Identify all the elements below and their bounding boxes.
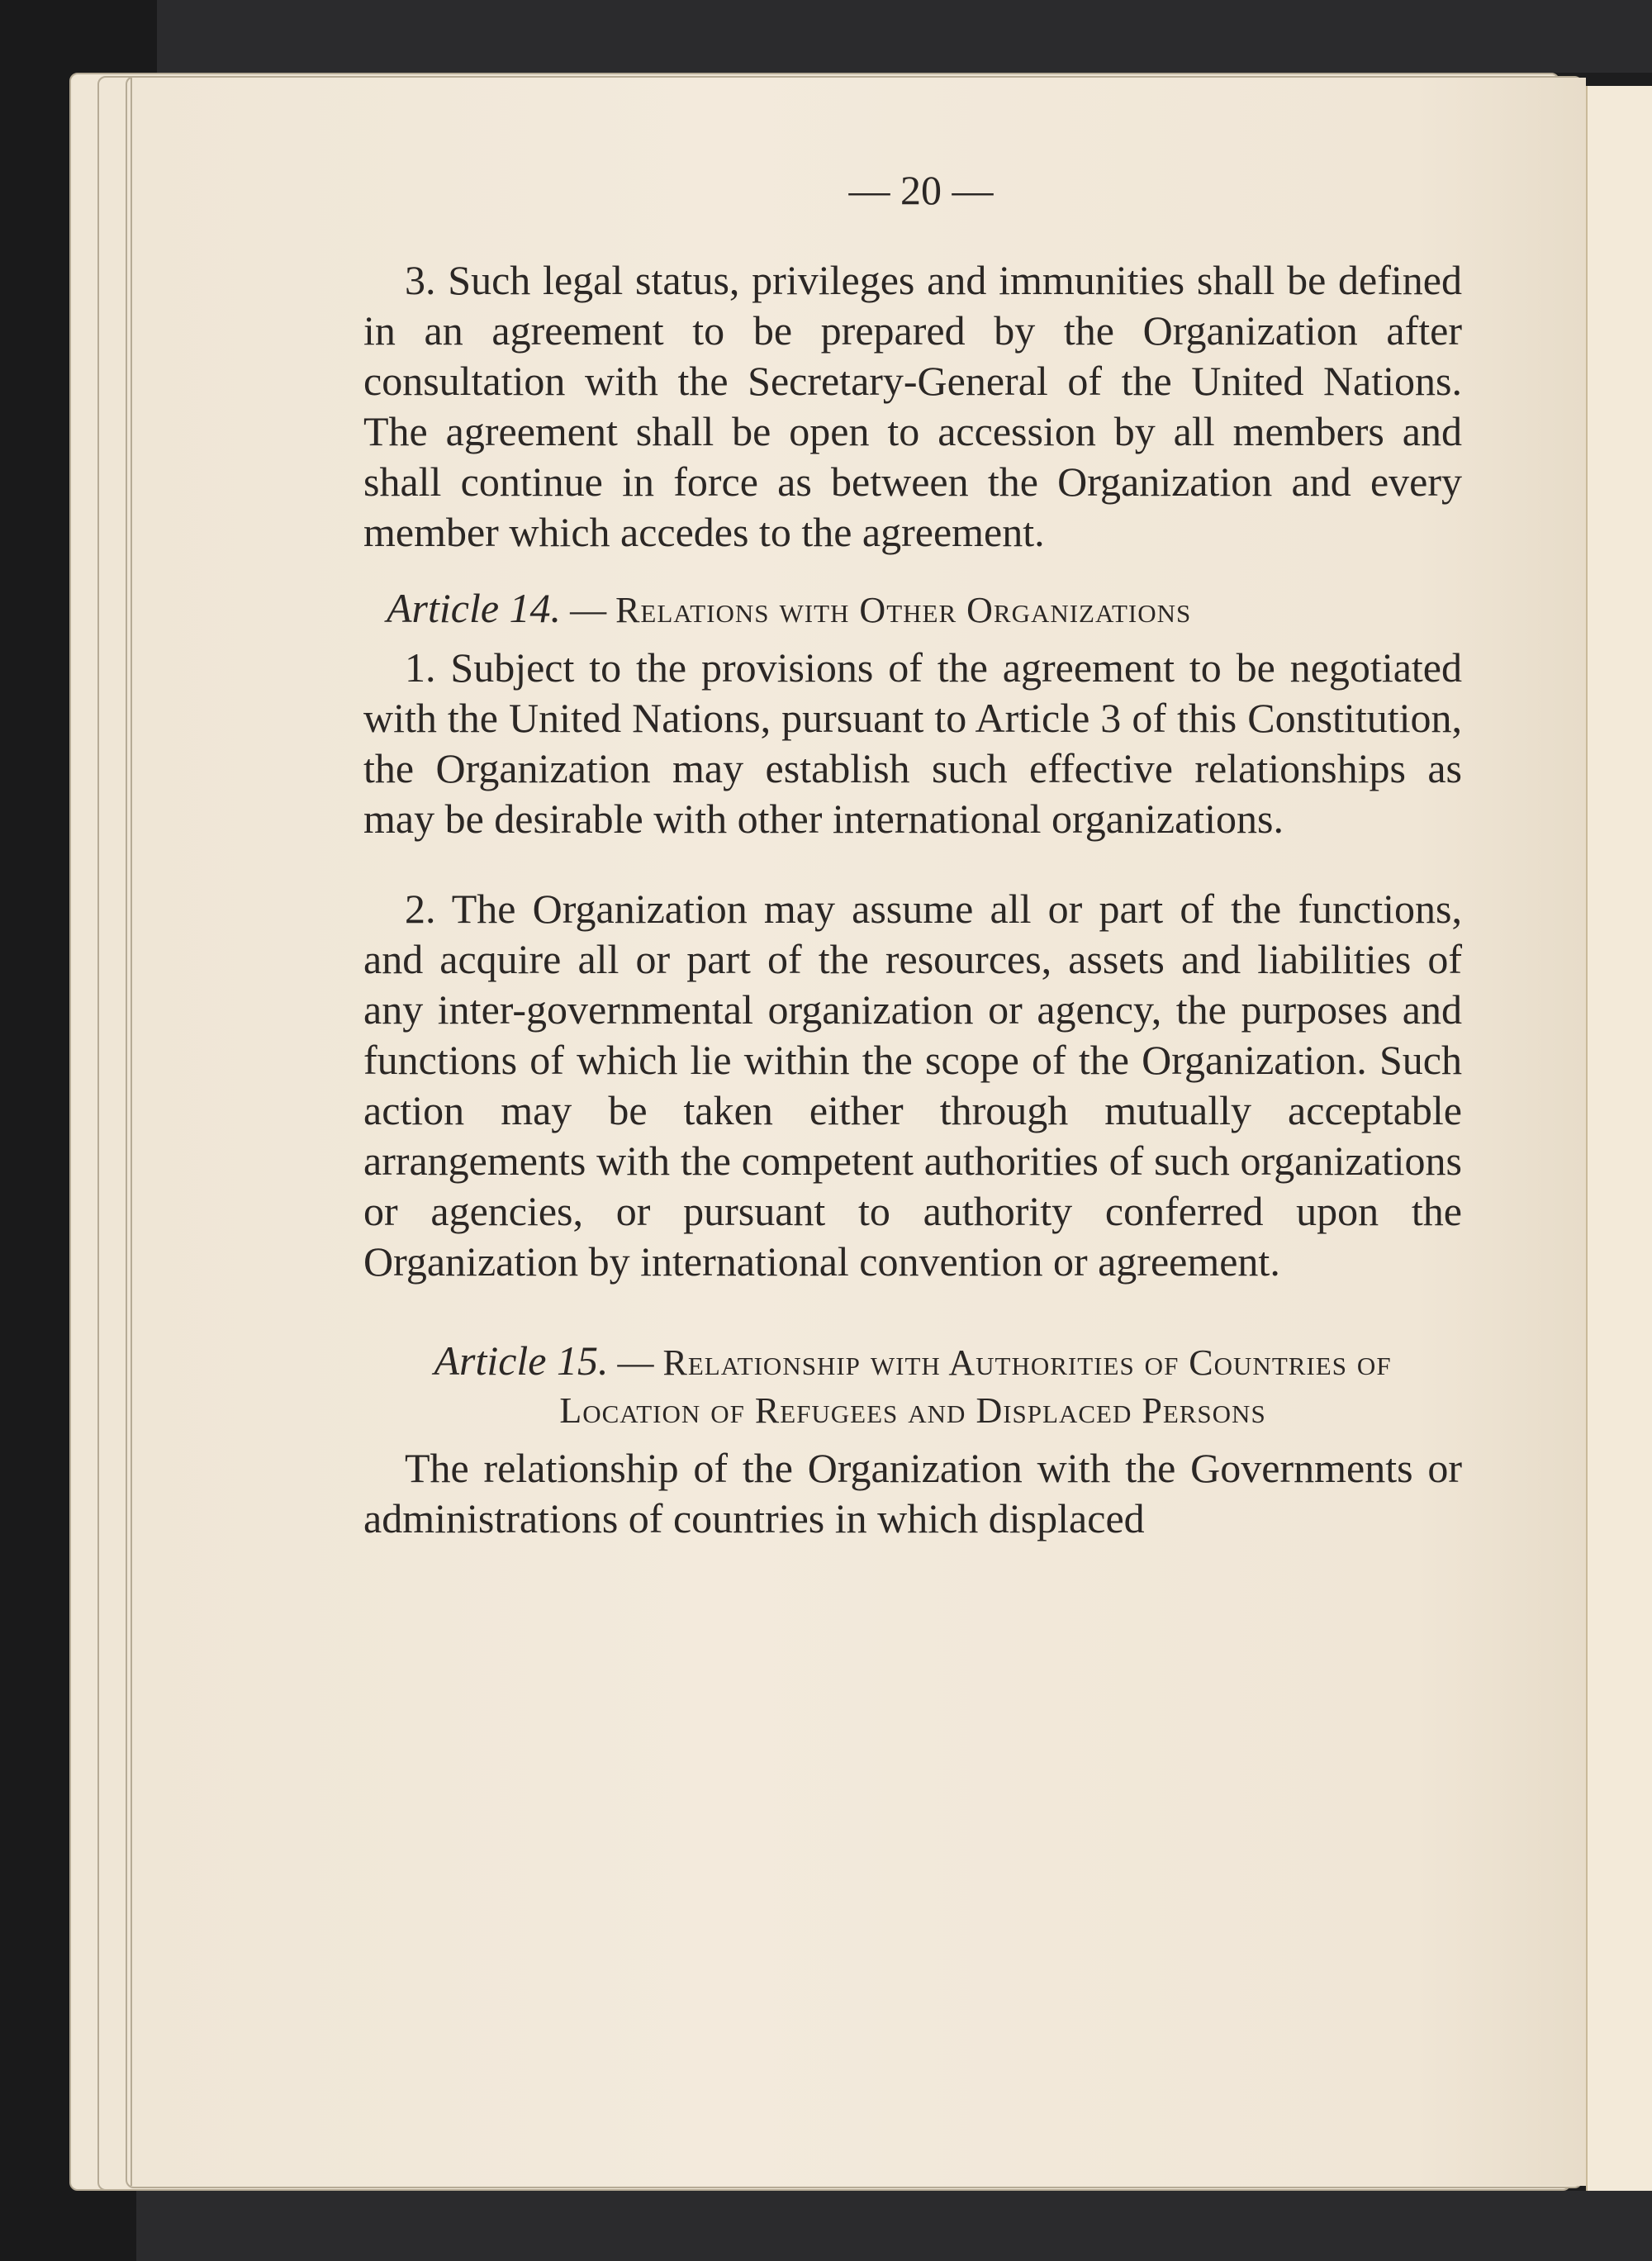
paragraph-article13-3: 3. Such legal status, privileges and immunities shall be defined in an agreement to be prepared by the Organization after consultation with the Secretary-General of the United Nations. The agreement shall be open to accession by all members and shall continue in force as between the Organization and every member which accedes to the agreement. (363, 257, 1462, 555)
dash: — (561, 590, 616, 630)
page-number: — 20 — (848, 167, 994, 213)
article-label: Article 14. (387, 585, 562, 631)
article-title: Relationship with Authorities of Countries of Location of Refugees and Displaced Persons (559, 1342, 1392, 1431)
paragraph-article14-1: 1. Subject to the provisions of the agreement to be negotiated with the United Nations, pursuant to Article 3 of this Constitution, the Organization may establish such effective relationships as may be desirable with other international organizations. (363, 644, 1462, 842)
article-title: Relations with Other Organizations (615, 590, 1192, 630)
paragraph-article15: The relationship of the Organization with the Governments or administrations of countries in which displaced (363, 1445, 1462, 1541)
paragraph-article14-2: 2. The Organization may assume all or part of the functions, and acquire all or part of the resources, assets and liabilities of any inter-governmental organization or agency, the purposes and functions of which lie within the scope of the Organization. Such action may be taken either through mutually acceptable arrangements with the competent authorities of such organizations or agencies, or pursuant to authority conferred upon the Organization by international convention or agreement. (363, 886, 1462, 1285)
article-14-heading (363, 584, 1462, 634)
dash: — (608, 1342, 663, 1383)
article-15-heading (363, 1337, 1462, 1435)
background-top (157, 0, 1652, 73)
facing-page-edge (1586, 86, 1652, 2191)
page-text (363, 165, 1462, 1544)
article-label: Article 15. (434, 1337, 609, 1384)
background-bottom (136, 2191, 1652, 2261)
